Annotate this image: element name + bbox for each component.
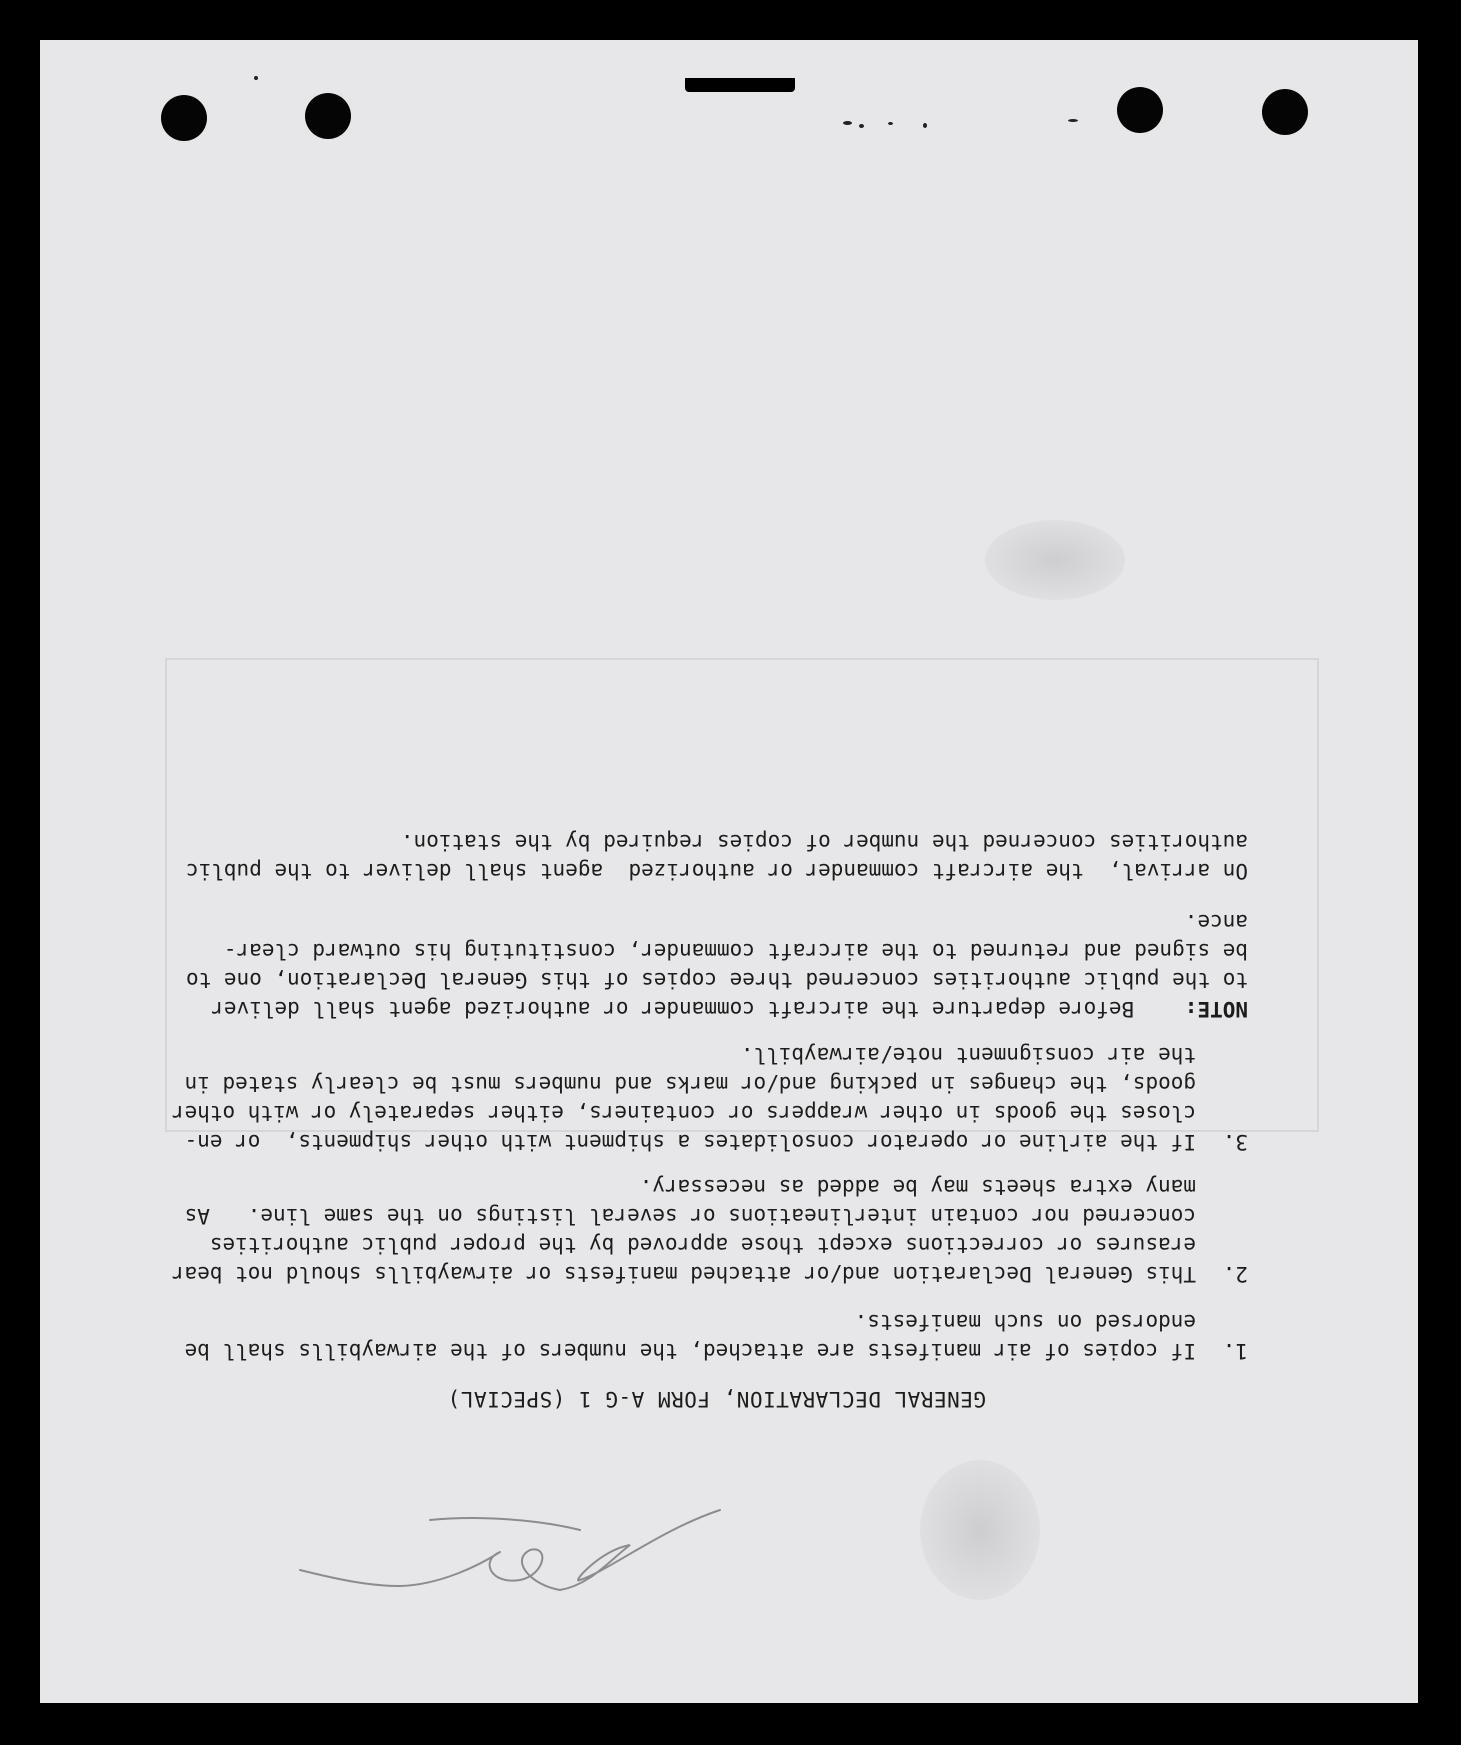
instruction-item: [171, 1172, 1248, 1288]
item-line: If the airline or operator consolidates a shipment with other shipments, or en-: [184, 1130, 1196, 1154]
item-line: If copies of air manifests are attached, the numbers of the airwaybills shall be: [184, 1339, 1196, 1363]
item-number: 3.: [1222, 1130, 1248, 1154]
item-line: goods, the changes in packing and/or marks and numbers must be clearly stated in: [184, 1072, 1196, 1096]
arrival-paragraph: [185, 827, 1248, 885]
item-line: the air consignment note/airwaybill.: [740, 1043, 1196, 1067]
note-line: to the public authorities concerned three copies of this General Declaration, one to: [185, 968, 1248, 992]
note-line: ance.: [1184, 910, 1248, 934]
item-line: erasures or corrections except those approved by the proper public authorities: [209, 1233, 1196, 1257]
item-number: 2.: [1222, 1262, 1248, 1286]
document-page: [40, 40, 1418, 1703]
note-line-with-label: [211, 994, 1248, 1023]
item-line: endorsed on such manifests.: [854, 1310, 1196, 1334]
document-title: GENERAL DECLARATION, FORM A-G 1 (SPECIAL): [447, 1387, 986, 1411]
instruction-item: [184, 1307, 1248, 1365]
arrival-line: On arrival, the aircraft commander or authorized agent shall deliver to the public: [185, 859, 1248, 883]
arrival-line: authorities concerned the number of copies required by the station.: [400, 830, 1248, 854]
instruction-item: [171, 1040, 1248, 1156]
note-label: NOTE:: [1184, 997, 1248, 1021]
item-line: concerned nor contain interlineations or several listings on the same line. As: [184, 1204, 1196, 1228]
item-line: closes the goods in other wrappers or containers, either separately or with other: [171, 1101, 1196, 1125]
note-line: Before departure the aircraft commander or authorized agent shall deliver: [211, 997, 1135, 1021]
item-line: many extra sheets may be added as necessary.: [639, 1175, 1196, 1199]
departure-note: [185, 907, 1248, 1023]
item-number: 1.: [1222, 1339, 1248, 1363]
item-line: This General Declaration and/or attached manifests or airwaybills should not bear: [171, 1262, 1196, 1286]
upside-down-text-block: [40, 40, 1418, 1703]
note-line: be signed and returned to the aircraft commander, constituting his outward clear-: [223, 939, 1248, 963]
